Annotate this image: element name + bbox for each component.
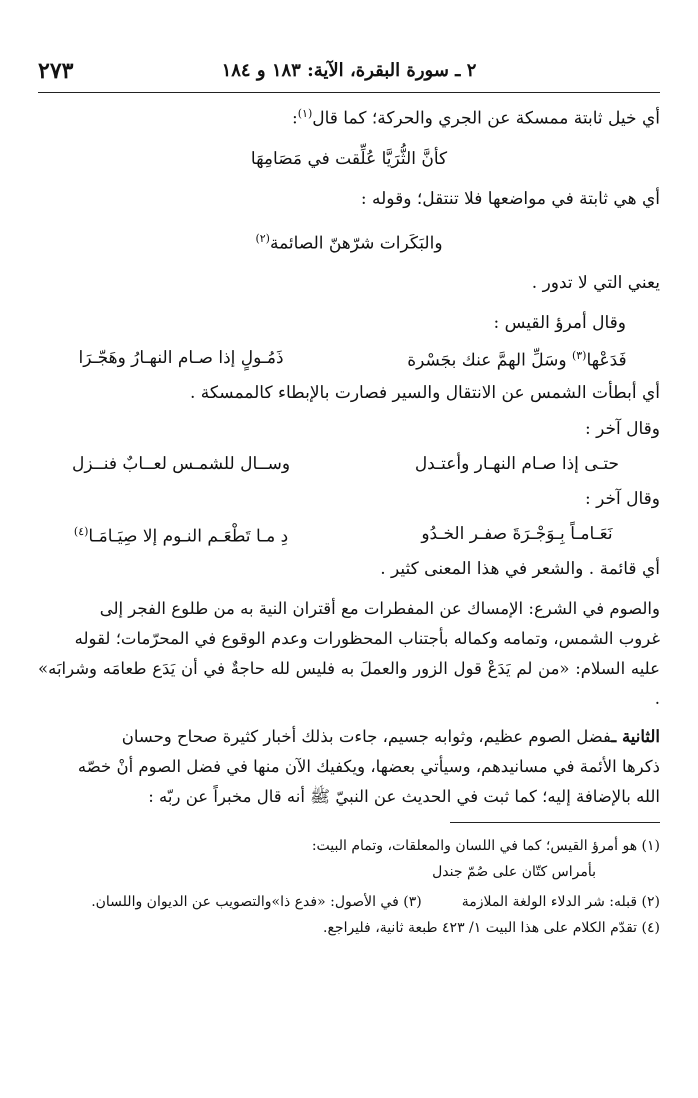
poem-verse — [38, 444, 660, 484]
footnote-ref: (١) — [297, 107, 313, 120]
footnote-2: (٢) قبله: شر الدلاء الولغة الملازمة — [461, 894, 660, 911]
page-number: ٢٧٣ — [38, 58, 74, 84]
verse-line — [38, 224, 660, 259]
section-label: الثانية ـ — [611, 727, 660, 747]
poem-verse — [38, 514, 660, 554]
running-title: ٢ ـ سورة البقرة، الآية: ١٨٣ و ١٨٤ — [221, 60, 477, 81]
text-segment: : — [292, 108, 298, 129]
paragraph-line — [38, 722, 660, 752]
book-page — [38, 56, 660, 941]
text-line: وقال آخر : — [584, 419, 660, 440]
footnote-4: (٤) تقدّم الكلام على هذا البيت ١/ ٤٢٣ طبعة ثانية، فليراجع. — [323, 920, 660, 937]
text-line: يعني التي لا تدور . — [531, 273, 660, 294]
paragraph-line: ذكرها الأئمة في مسانيدهم، وسيأتي بعضها، ويكفيك الآن منها في فضل الصوم أنْ خصّه — [77, 757, 660, 777]
text-segment: فَدَعْها — [586, 350, 627, 371]
text-line: أي أبطأت الشمس عن الانتقال والسير فصارت بالإبطاء كالممسكة . — [190, 383, 660, 404]
footnote-1-verse: بأمراس كتّان على صُمّ جندل — [432, 864, 596, 881]
footnote-ref: (٢) — [255, 231, 270, 245]
paragraph-definition — [38, 594, 660, 714]
text-line: أي هي ثابتة في مواضعها فلا تنتقل؛ وقوله : — [360, 188, 660, 209]
footnotes — [38, 833, 660, 941]
verse-hemistich-right — [374, 341, 660, 376]
text-line: وقال آخر : — [584, 489, 660, 510]
text-segment: دِ مـا تَطْعَـم النـوم إلا صِيَـامَـا — [88, 526, 289, 547]
text-segment: أي خيل ثابتة ممسكة عن الجري والحركة؛ كما قال — [312, 108, 660, 129]
footnote-1: (١) هو أمرؤ القيس؛ كما في اللسان والمعلقات، وتمام البيت: — [311, 838, 660, 855]
text-segment: والبَكَرات شرّهنّ الصائمة — [269, 233, 443, 254]
footnote-ref: (٣) — [571, 348, 587, 362]
poem-verse — [38, 338, 660, 378]
text-segment: وسَلِّ الهمَّ عنك بجَسْرة — [407, 350, 572, 371]
text-segment: فضل الصوم عظيم، وثوابه جسيم، جاءت بذلك أخبار كثيرة صحاح وحسان — [121, 727, 612, 747]
verse-hemistich-left: ذَمُـولٍ إذا صـام النهـارُ وهَجّـرَا — [78, 348, 284, 369]
footnote-ref: (٤) — [73, 524, 89, 538]
footnote-divider — [450, 822, 660, 823]
text-line: أي قائمة . والشعر في هذا المعنى كثير . — [380, 559, 660, 580]
paragraph-line: والصوم في الشرع: الإمساك عن المفطرات مع أقتران النية به من طلوع الفجر إلى — [99, 599, 660, 619]
footnote-row — [38, 889, 660, 915]
verse-hemistich-right: نَعَـامـاً بِـوَجْـرَةَ صفـر الخـدُو — [421, 524, 613, 545]
verse-hemistich-right: حتـى إذا صـام النهـار وأعتـدل — [414, 454, 620, 475]
paragraph-line: غروب الشمس، وتمامه وكماله بأجتناب المحظورات وعدم الوقوع في المحرّمات؛ لقوله — [74, 629, 660, 649]
verse-hemistich-left: وســال للشمـس لعــابٌ فنــزل — [72, 454, 291, 475]
paragraph-line: عليه السلام: «من لم يَدَعْ قول الزور والعملَ به فليس لله حاجةٌ في أن يَدَع طعامَه وشرابَه» . — [38, 659, 660, 709]
text-line: وقال أمرؤ القيس : — [493, 313, 626, 334]
paragraph-line: الله بالإضافة إليه؛ كما ثبت في الحديث عن النبيّ ﷺ أنه قال مخبراً عن ربّه : — [148, 787, 660, 807]
footnote-3: (٣) في الأصول: «فدع ذا»والتصويب عن الديوان واللسان. — [91, 894, 422, 911]
text-line — [38, 99, 660, 134]
verse-line: كأنَّ الثُّرَيَّا عُلِّقت في مَصَامِهَا — [250, 148, 448, 169]
verse-hemistich-left — [38, 517, 324, 552]
page-header — [38, 56, 660, 93]
paragraph-second-issue — [38, 722, 660, 812]
